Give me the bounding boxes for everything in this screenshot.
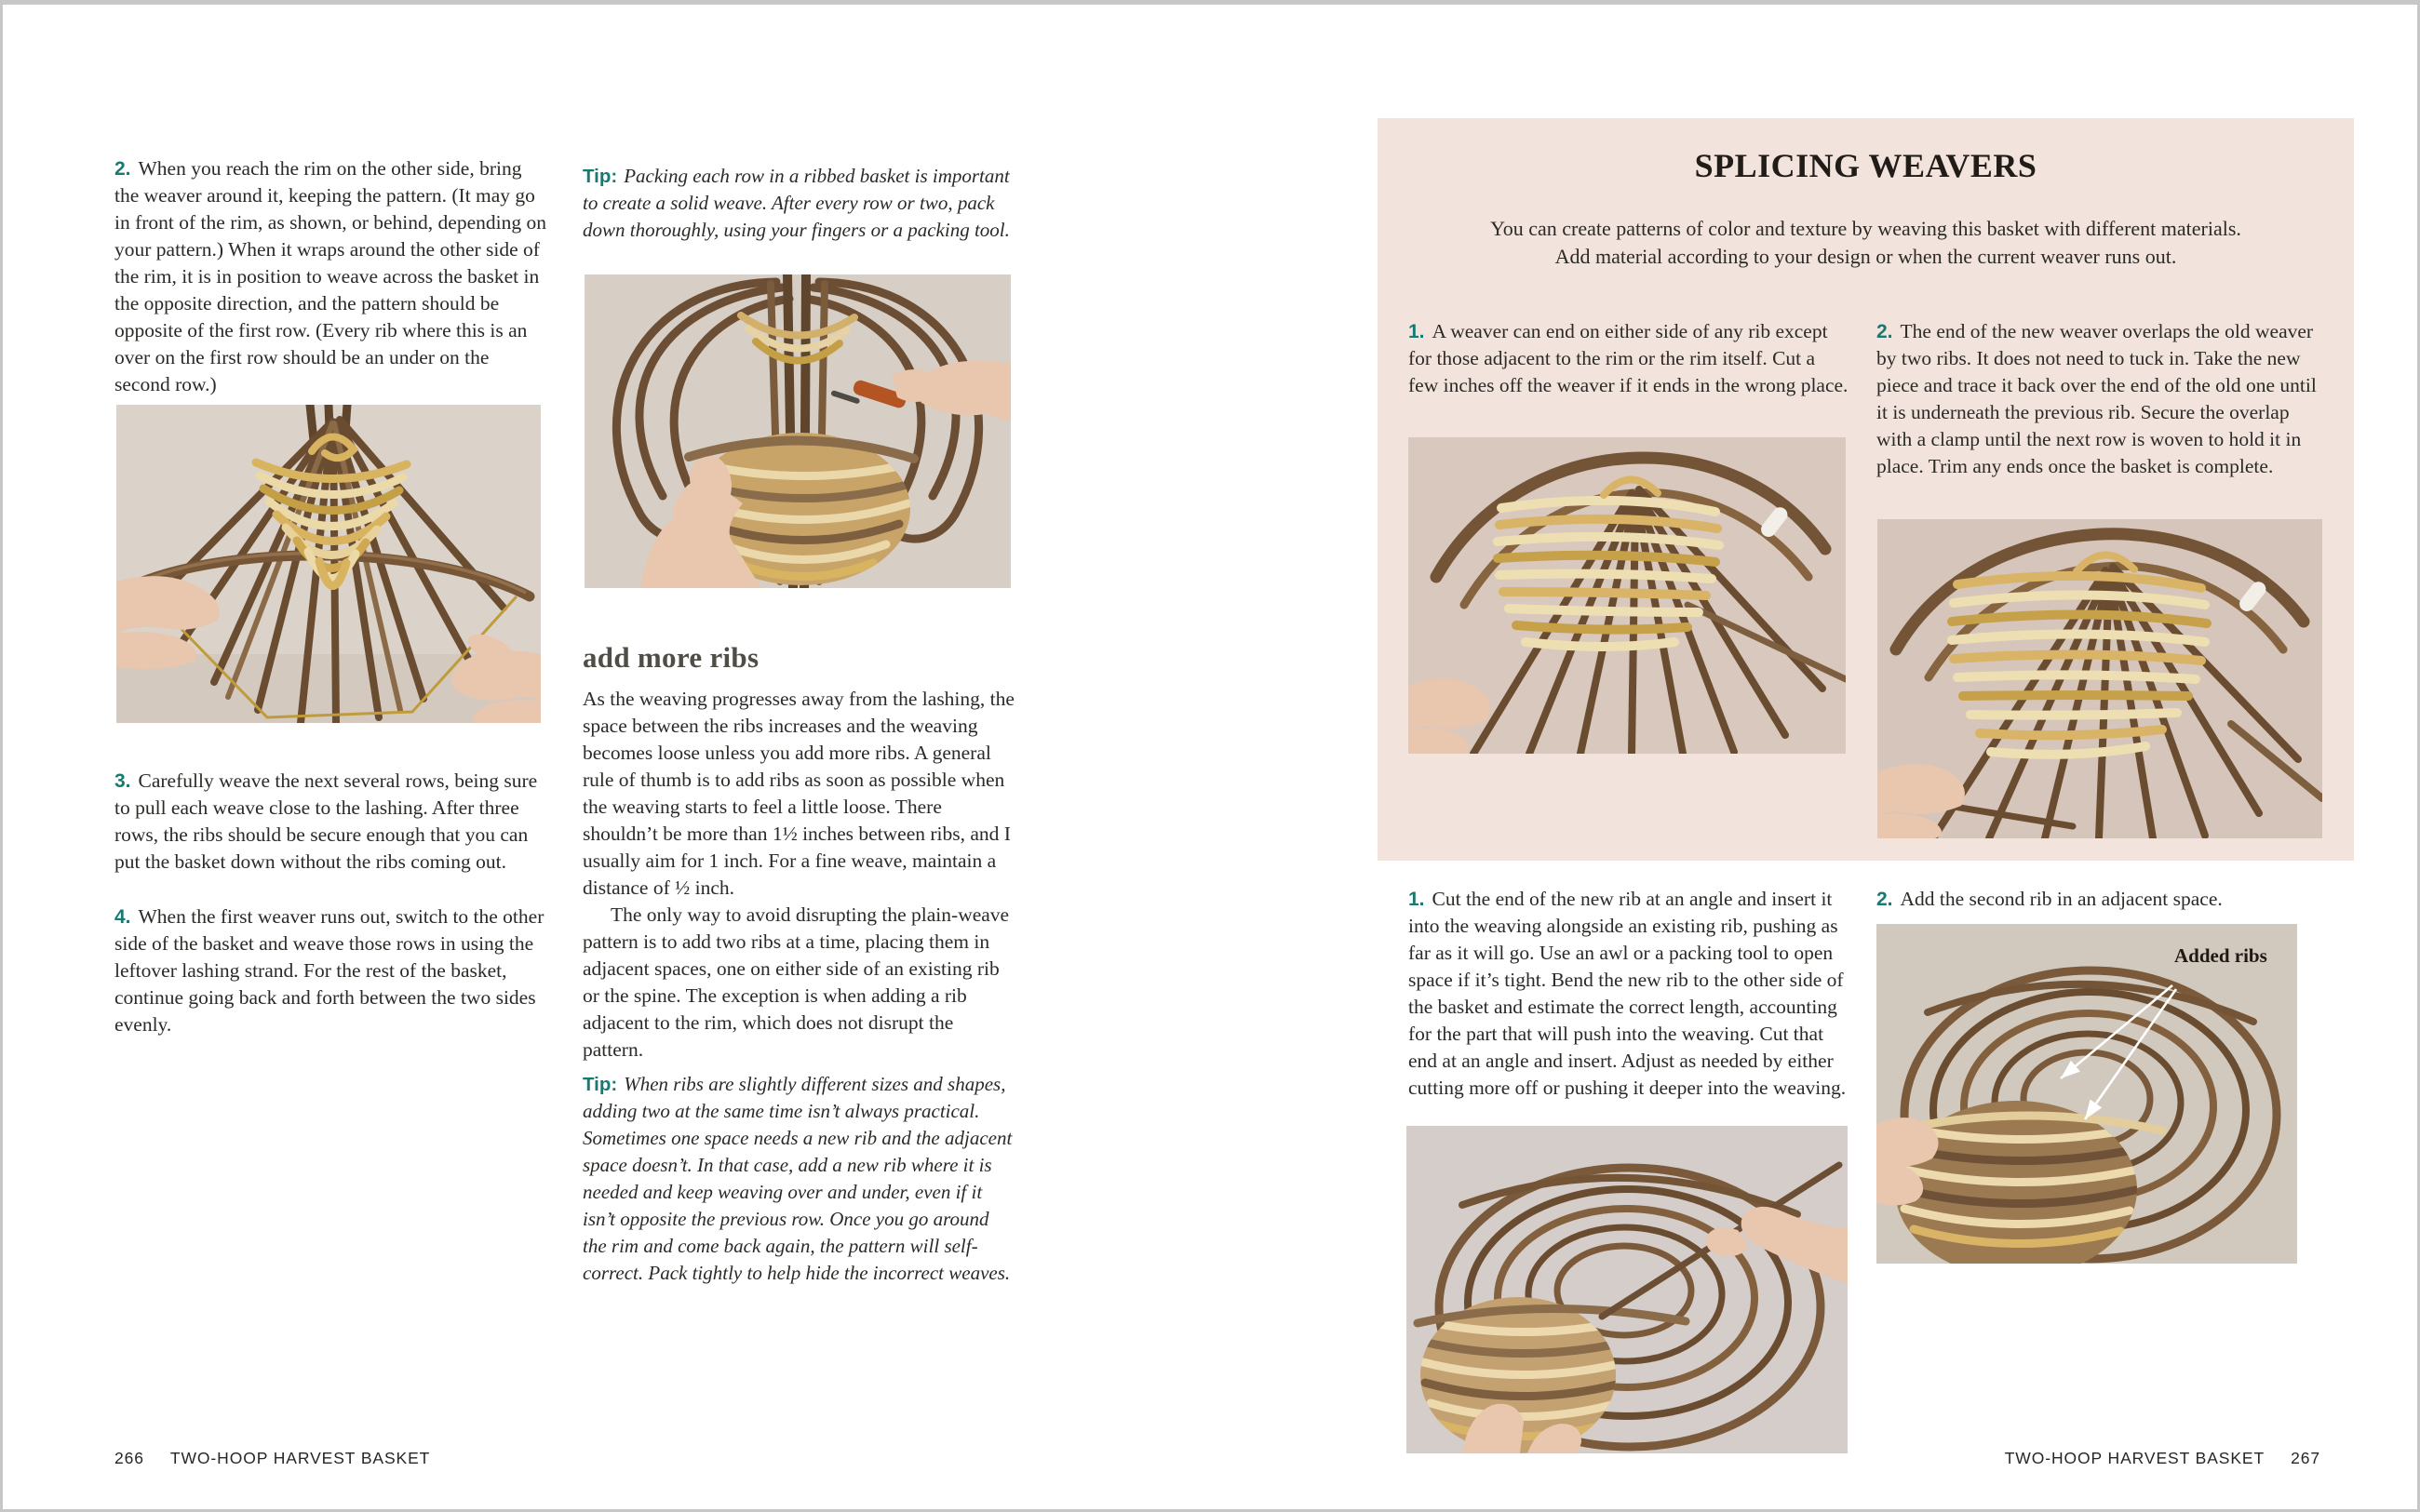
step-text: Add the second rib in an adjacent space. (1900, 888, 2223, 910)
step-text: When the first weaver runs out, switch to the other side of the basket and weave those rows in using the leftover lashing strand. For the rest of the basket, continue going back and forth between the two sides evenly. (114, 905, 544, 1036)
step-number: 1. (1408, 889, 1425, 910)
step-text: The end of the new weaver overlaps the old weaver by two ribs. It does not need to tuck in. Take the new piece and trace it back over the end of the old one until it is underneath the previous rib. Secure the overlap with a clamp until the next row is woven to hold it in place. Trim any ends once the basket is complete. (1876, 320, 2317, 477)
tip-label: Tip: (583, 166, 618, 187)
page-number: 266 (114, 1449, 144, 1467)
tip-text: When ribs are slightly different sizes and shapes, adding two at the same time isn’t always practical. Sometimes one space needs a new rib and the adjacent space doesn’t. In that case, add a new rib where it is needed and keep weaving over and under, even if it isn’t opposite the previous row. Once you go around the rim and come back again, the pattern will self-correct. Pack tightly to help hide the incorrect weaves. (583, 1073, 1013, 1284)
step-number: 2. (1876, 321, 1893, 342)
step-item (1408, 886, 1855, 1102)
page-number: 267 (2291, 1449, 2320, 1467)
box-intro-line: You can create patterns of color and texture by weaving this basket with different materials. (1490, 217, 2241, 240)
tip-block (583, 1071, 1016, 1287)
added-ribs-label: Added ribs (2174, 944, 2267, 967)
running-title: TWO-HOOP HARVEST BASKET (169, 1449, 431, 1467)
step-text: When you reach the rim on the other side, bring the weaver around it, keeping the pattern. (It may go in front of the rim, as shown, or behind, depending on your pattern.) When it wraps around the other side of the rim, it is in position to weave across the basket in the opposite direction, and the pattern should be opposite of the first row. (Every rib where this is an over on the first row should be an under on the second row.) (114, 157, 546, 395)
photo-basket-fan (116, 405, 541, 723)
tip-text: Packing each row in a ribbed basket is important to create a solid weave. After every row or two, pack down thoroughly, using your fingers or a packing tool. (583, 165, 1010, 241)
body-paragraph: As the weaving progresses away from the lashing, the space between the ribs increases and the weaving becomes loose unless you add more ribs. A general rule of thumb is to add ribs as soon as possible when the weaving starts to feel a little loose. There shouldn’t be more than 1½ inches between ribs, and I usually aim for 1 inch. For a fine weave, maintain a distance of ½ inch. (583, 688, 1015, 899)
tip-label: Tip: (583, 1074, 618, 1095)
section-heading: add more ribs (583, 641, 760, 674)
footer-right (1874, 1449, 2320, 1468)
step-item (114, 768, 552, 876)
step-number: 2. (1876, 889, 1893, 910)
step-item (114, 155, 546, 398)
box-intro-line: Add material according to your design or when the current weaver runs out. (1554, 245, 2177, 268)
step-item (1876, 886, 2323, 913)
step-text: Cut the end of the new rib at an angle and insert it into the weaving alongside an existing rib, pushing as far as it will go. Use an awl or a packing tool to open space if it’s tight. Bend the new rib to the other side of the basket and estimate the correct length, accounting for the part that will push into the weaving. Cut that end at an angle and insert. Adjust as needed by either cutting more off or pushing it deeper into the weaving. (1408, 888, 1847, 1099)
step-item (114, 903, 546, 1038)
step-text: Carefully weave the next several rows, being sure to pull each weave close to the lashing. After three rows, the ribs should be secure enough that you can put the basket down without the ribs coming out. (114, 769, 538, 873)
photo-basket-packing (585, 274, 1011, 588)
tip-block (583, 163, 1016, 244)
step-number: 3. (114, 770, 131, 792)
photo-splice-step2 (1877, 519, 2322, 838)
step-text: A weaver can end on either side of any rib except for those adjacent to the rim or the rim itself. Cut a few inches off the weaver if it ends in the wrong place. (1408, 320, 1849, 396)
step-number: 2. (114, 158, 131, 180)
photo-splice-step1 (1408, 437, 1846, 754)
box-title: SPLICING WEAVERS (1694, 147, 2037, 184)
body-paragraph: The only way to avoid disrupting the plain-weave pattern is to add two ribs at a time, placing them in adjacent spaces, one on either side of an existing rib or the spine. The exception is when adding a rib adjacent to the rim, which does not disrupt the pattern. (583, 903, 1010, 1061)
photo-added-ribs (1876, 924, 2297, 1264)
step-item (1408, 318, 1849, 399)
book-spread (3, 5, 2417, 1509)
step-item (1876, 318, 2323, 480)
running-title: TWO-HOOP HARVEST BASKET (2004, 1449, 2265, 1467)
photo-insert-rib (1406, 1126, 1848, 1453)
footer-left (114, 1449, 430, 1468)
step-number: 1. (1408, 321, 1425, 342)
step-number: 4. (114, 906, 131, 928)
